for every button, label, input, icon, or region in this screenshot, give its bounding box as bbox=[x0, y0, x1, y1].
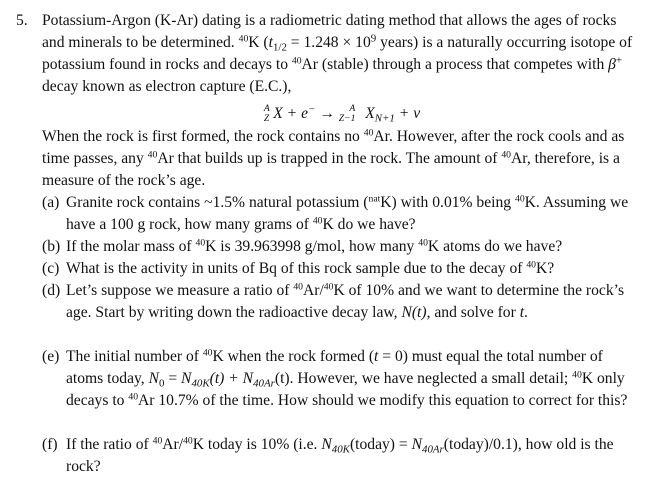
electron-symbol: e bbox=[301, 105, 308, 122]
isotope-40-superscript: 40 bbox=[128, 391, 139, 403]
part-b bbox=[42, 236, 642, 258]
part-a-text-2: K) with 0.01% being bbox=[380, 194, 515, 211]
part-f-label: (f) bbox=[42, 436, 58, 453]
part-d-label: (d) bbox=[42, 282, 61, 299]
isotope-40-superscript: 40 bbox=[501, 149, 511, 161]
problem-context bbox=[42, 126, 642, 192]
neutron-subscript: N+1 bbox=[374, 112, 395, 125]
part-f bbox=[42, 434, 642, 478]
N40K-subscript: 40K bbox=[331, 443, 350, 456]
daughter-symbol: X bbox=[365, 105, 375, 122]
parent-nuclide-indices bbox=[263, 102, 273, 124]
intro-text-2: years) is a naturally occurring isotope of potassium found in rocks and decays to bbox=[42, 34, 633, 73]
context-text-1: When the rock is first formed, the rock contains no bbox=[42, 128, 364, 145]
atomic-number: Z bbox=[263, 112, 270, 124]
part-d-text-2: Ar/ bbox=[303, 282, 324, 299]
part-b-label: (b) bbox=[42, 238, 61, 255]
daughter-nuclide-indices bbox=[338, 102, 366, 124]
isotope-40-superscript: 40 bbox=[183, 435, 193, 447]
part-d-text-4: , and solve for bbox=[426, 304, 520, 321]
part-e-label: (e) bbox=[42, 348, 60, 365]
part-e-text-4: (t). However, we have neglected a small detail; bbox=[274, 370, 573, 387]
half-life-value: = 1.248 × 10 bbox=[286, 34, 371, 51]
t-plus: (t) + bbox=[209, 370, 243, 387]
part-e-text-1: The initial number of bbox=[66, 348, 203, 365]
decay-equation bbox=[42, 102, 642, 126]
isotope-40-superscript: 40 bbox=[526, 259, 536, 271]
part-d-text-1: Let’s suppose we measure a ratio of bbox=[66, 282, 294, 299]
problem-intro bbox=[42, 10, 642, 98]
intro-k: K ( bbox=[248, 34, 269, 51]
t-symbol: t bbox=[268, 34, 273, 51]
part-a-text-4: K do we have? bbox=[322, 216, 416, 233]
isotope-40-superscript: 40 bbox=[418, 237, 428, 249]
beta-plus: + bbox=[615, 54, 623, 67]
isotope-40-superscript: 40 bbox=[293, 281, 303, 293]
part-a-label: (a) bbox=[42, 194, 60, 211]
isotope-40-superscript: 40 bbox=[514, 193, 525, 205]
t-symbol: t bbox=[374, 348, 379, 365]
beta-symbol: β bbox=[608, 56, 616, 73]
part-d-text-3: K of 10% and we want to determine the rock’s age. Start by writing down the radioactive decay law, bbox=[66, 282, 625, 321]
part-f-text-4: (today)/0.1), how old is the rock? bbox=[66, 436, 614, 475]
part-b-text-1: If the molar mass of bbox=[66, 238, 196, 255]
intro-text-1: Potassium-Argon (K-Ar) dating is a radiometric dating method that allows the ages of rocks and minerals to be determined. bbox=[42, 12, 617, 51]
isotope-40-superscript: 40 bbox=[195, 237, 206, 249]
part-f-text-1: If the ratio of bbox=[66, 436, 153, 453]
N40Ar-subscript: 40Ar bbox=[421, 443, 444, 456]
part-f-text-3: K today is 10% (i.e. bbox=[192, 436, 322, 453]
nat-superscript: nat bbox=[368, 193, 381, 205]
parent-symbol: X + bbox=[273, 105, 302, 122]
part-a-text-1: Granite rock contains ~1.5% natural potassium ( bbox=[66, 194, 369, 211]
mass-number: A bbox=[263, 103, 270, 115]
N40K-subscript: 40K bbox=[191, 377, 210, 390]
part-c-text-1: What is the activity in units of Bq of this rock sample due to the decay of bbox=[66, 260, 527, 277]
isotope-40-superscript: 40 bbox=[238, 33, 249, 45]
N-symbol: N bbox=[148, 370, 159, 387]
arrow: → bbox=[315, 105, 339, 122]
part-e-text-2: K when the rock formed ( bbox=[212, 348, 375, 365]
isotope-40-superscript: 40 bbox=[363, 127, 374, 139]
part-c-text-2: K? bbox=[536, 260, 555, 277]
part-e-text-5: K only decays to bbox=[66, 370, 625, 409]
part-b-text-3: K atoms do we have? bbox=[427, 238, 563, 255]
today-equals: (today) = bbox=[349, 436, 412, 453]
equals: = bbox=[164, 370, 182, 387]
N-symbol: N bbox=[401, 304, 412, 321]
N0-subscript: 0 bbox=[158, 377, 165, 390]
N-symbol: N bbox=[181, 370, 192, 387]
part-e-text-6: Ar 10.7% of the time. How should we modify this equation to correct for this? bbox=[138, 392, 628, 409]
half-life-subscript: 1/2 bbox=[272, 41, 287, 54]
part-c bbox=[42, 258, 642, 280]
intro-text-4: decay known as electron capture (E.C.), bbox=[42, 78, 292, 95]
electron-charge: − bbox=[307, 103, 316, 116]
daughter-atomic-number: Z−1 bbox=[338, 112, 356, 124]
part-a-text-3: K. Assuming we have a 100 g rock, how many grams of bbox=[66, 194, 629, 233]
part-d-text-5: . bbox=[524, 304, 528, 321]
isotope-40-superscript: 40 bbox=[291, 55, 302, 67]
exponent: 9 bbox=[370, 32, 377, 45]
part-c-label: (c) bbox=[42, 260, 60, 277]
part-d bbox=[42, 280, 642, 324]
daughter-mass-number: A bbox=[349, 103, 356, 115]
N-symbol: N bbox=[321, 436, 332, 453]
isotope-40-superscript: 40 bbox=[323, 281, 334, 293]
intro-text-3: Ar (stable) through a process that competes with bbox=[301, 56, 609, 73]
part-e bbox=[42, 346, 642, 412]
part-a bbox=[42, 192, 642, 236]
context-text-3: Ar that builds up is trapped in the rock. The amount of bbox=[157, 150, 502, 167]
problem-number: 5. bbox=[16, 12, 28, 29]
t-argument: (t) bbox=[411, 304, 427, 321]
isotope-40-superscript: 40 bbox=[572, 369, 582, 381]
context-text-2: Ar. However, after the rock cools and as time passes, any bbox=[42, 128, 625, 167]
isotope-40-superscript: 40 bbox=[202, 347, 213, 359]
N-symbol: N bbox=[411, 436, 422, 453]
part-e-text-3: = 0) must equal the total number of atoms today, bbox=[66, 348, 603, 387]
N40Ar-subscript: 40Ar bbox=[253, 377, 275, 390]
isotope-40-superscript: 40 bbox=[312, 215, 323, 227]
part-b-text-2: K is 39.963998 g/mol, how many bbox=[205, 238, 419, 255]
isotope-40-superscript: 40 bbox=[147, 149, 158, 161]
part-f-text-2: Ar/ bbox=[162, 436, 184, 453]
isotope-40-superscript: 40 bbox=[152, 435, 163, 447]
neutrino: + ν bbox=[394, 105, 421, 122]
context-text-4: Ar, therefore, is a measure of the rock’s age. bbox=[42, 150, 620, 189]
t-symbol: t bbox=[519, 304, 525, 321]
N-symbol: N bbox=[242, 370, 254, 387]
